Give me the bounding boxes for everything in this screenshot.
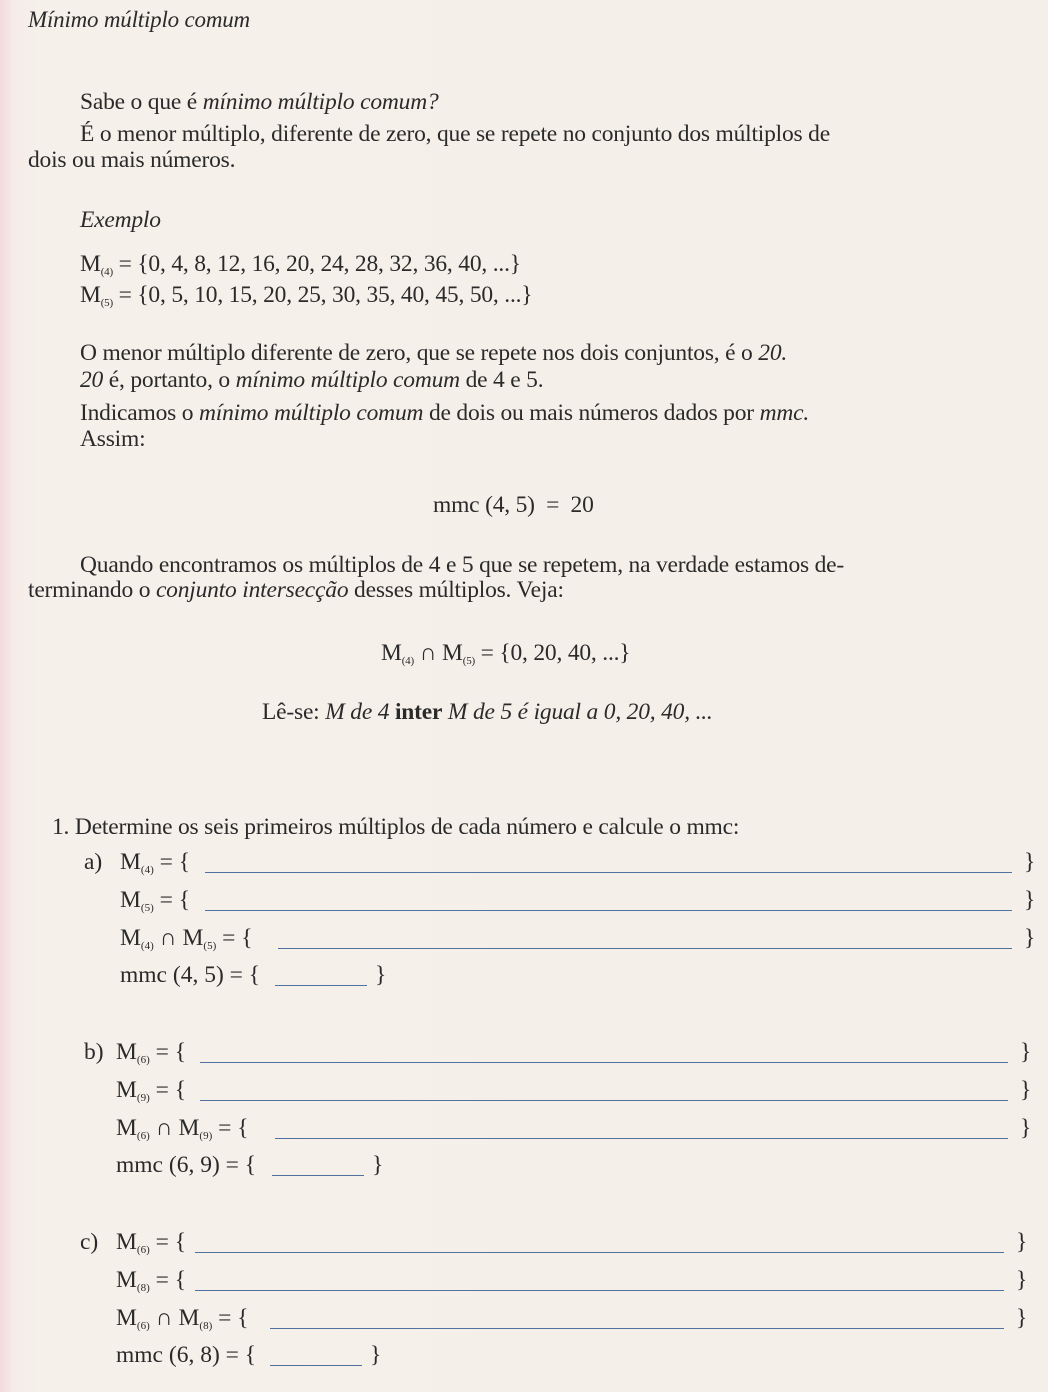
text: ∩ (149, 1115, 179, 1141)
answer-row-second-set (0, 1266, 1048, 1296)
mmc-label: mmc (6, 9) = { (116, 1152, 257, 1178)
text: conjunto intersecção (155, 577, 349, 603)
text: = { (153, 849, 191, 875)
text: mínimo múltiplo comum (235, 367, 460, 393)
mmc-label: mmc (6, 8) = { (116, 1342, 257, 1368)
exercise-prompt (52, 813, 739, 841)
text: = {0, 20, 40, ...} (475, 640, 631, 666)
read-as-line (262, 698, 713, 726)
example-set-m5 (80, 281, 532, 317)
answer-row-second-set (0, 1076, 1048, 1106)
text: M (325, 699, 345, 725)
explanation-line-2 (80, 366, 543, 394)
text: 8 (203, 1320, 209, 1332)
text: 6 (140, 1244, 147, 1256)
text: de dois ou mais números dados por (423, 400, 760, 426)
subscript: (5) (203, 940, 217, 952)
text: M (80, 251, 101, 277)
text: = { (149, 1077, 187, 1103)
intro-question (80, 88, 439, 116)
intersection-line-1: Quando encontramos os múltiplos de 4 e 5 que se repetem, na verdade estamos de- (80, 552, 845, 578)
text: = { (149, 1039, 187, 1065)
answer-blank[interactable] (195, 1252, 1004, 1253)
set-label: $M_{(5)}$ = { (120, 887, 191, 914)
text: M (442, 699, 468, 725)
text: 4 (144, 864, 151, 876)
text: Determine os seis primeiros múltiplos de cada número e calcule o mmc: (74, 814, 740, 840)
subscript: (5) (462, 655, 475, 667)
text: = { (212, 1305, 249, 1331)
subscript: (5) (100, 297, 113, 309)
closing-brace: } (1020, 1077, 1032, 1103)
answer-blank[interactable] (205, 872, 1012, 873)
text: 4 (144, 940, 151, 952)
subscript: (4) (140, 864, 154, 876)
closing-brace: } (1016, 1267, 1028, 1293)
set-label: $M_{(6)}$ = { (116, 1039, 187, 1066)
answer-blank[interactable] (278, 948, 1012, 949)
subscript: (6) (136, 1320, 150, 1332)
answer-row-mmc (0, 961, 1048, 991)
set-label: $M_{(4)}$ ∩ $M_{(5)}$ = { (120, 925, 253, 952)
text: de 5 é igual a 0, 20, 40, ... (467, 699, 713, 725)
answer-blank[interactable] (205, 910, 1012, 911)
text: Sabe o que é (80, 89, 203, 115)
text: mmc. (759, 400, 810, 426)
text: = { (149, 1229, 187, 1255)
set-label: $M_{(8)}$ = { (116, 1267, 187, 1294)
subscript: (4) (401, 655, 414, 667)
mmc-label: mmc (4, 5) = { (120, 962, 261, 988)
text: Lê-se: (262, 699, 326, 725)
text: de 4 e 5. (459, 367, 544, 393)
explanation-line-1 (80, 339, 787, 367)
text: ∩ (153, 925, 183, 951)
answer-blank[interactable] (200, 1062, 1008, 1063)
set-label: $M_{(9)}$ = { (116, 1077, 187, 1104)
definition-line-2: dois ou mais números. (28, 147, 236, 173)
text: 5 (207, 940, 213, 952)
answer-row-first-set (0, 848, 1048, 878)
answer-row-first-set (0, 1228, 1048, 1258)
text: 6 (140, 1130, 147, 1142)
set-label: $M_{(6)}$ ∩ $M_{(9)}$ = { (116, 1115, 249, 1142)
text: = {0, 5, 10, 15, 20, 25, 30, 35, 40, 45, 50, ...} (112, 282, 533, 308)
part-letter: c) (80, 1229, 99, 1255)
closing-brace: } (1016, 1305, 1028, 1331)
subscript: (5) (140, 902, 154, 914)
text: = { (212, 1115, 249, 1141)
closing-brace: } (372, 1152, 384, 1178)
definition-line-1: É o menor múltiplo, diferente de zero, que se repete no conjunto dos múltiplos de (80, 121, 830, 147)
set-label: $M_{(6)}$ ∩ $M_{(8)}$ = { (116, 1305, 249, 1332)
text: 9 (140, 1092, 147, 1104)
subscript: (4) (140, 940, 154, 952)
text: = { (216, 925, 253, 951)
intersection-line-2 (28, 576, 564, 604)
closing-brace: } (1024, 849, 1036, 875)
part-letter: a) (84, 849, 103, 875)
text: mínimo múltiplo comum? (202, 89, 439, 115)
set-label: $M_{(4)}$ = { (120, 849, 191, 876)
text: 5 (144, 902, 151, 914)
text: desses múltiplos. Veja: (348, 577, 564, 603)
text: Indicamos o (80, 400, 199, 426)
answer-row-first-set (0, 1038, 1048, 1068)
explanation-line-3 (80, 399, 809, 427)
answer-row-mmc (0, 1151, 1048, 1181)
closing-brace: } (375, 962, 387, 988)
answer-blank[interactable] (275, 1138, 1008, 1139)
answer-row-intersection (0, 1304, 1048, 1334)
explanation-line-4: Assim: (80, 426, 146, 452)
answer-blank[interactable] (200, 1100, 1008, 1101)
text: de 4 (344, 699, 395, 725)
text: terminando o (28, 577, 156, 603)
text: 8 (140, 1282, 147, 1294)
answer-blank[interactable] (275, 985, 367, 986)
answer-blank[interactable] (270, 1328, 1004, 1329)
answer-row-second-set (0, 886, 1048, 916)
text: M (381, 640, 402, 666)
text: 6 (140, 1054, 147, 1066)
text: mínimo múltiplo comum (199, 400, 424, 426)
text: é, portanto, o (103, 367, 236, 393)
intersection-formula (381, 639, 630, 675)
closing-brace: } (370, 1342, 382, 1368)
text: M (80, 282, 101, 308)
subscript: (6) (136, 1054, 150, 1066)
text: 6 (140, 1320, 147, 1332)
answer-blank[interactable] (272, 1175, 364, 1176)
answer-row-intersection (0, 1114, 1048, 1144)
example-heading: Exemplo (80, 207, 161, 233)
part-letter: b) (84, 1039, 104, 1065)
text: inter (394, 699, 443, 725)
subscript: (9) (136, 1092, 150, 1104)
subscript: (8) (136, 1282, 150, 1294)
text: = { (153, 887, 191, 913)
text: O menor múltiplo diferente de zero, que se repete nos dois conjuntos, é o (80, 340, 759, 366)
closing-brace: } (1020, 1039, 1032, 1065)
exercise-number: 1. (52, 814, 70, 840)
page-title: Mínimo múltiplo comum (28, 7, 250, 32)
set-label: $M_{(6)}$ = { (116, 1229, 187, 1256)
answer-blank[interactable] (270, 1365, 362, 1366)
text: = {0, 4, 8, 12, 16, 20, 24, 28, 32, 36, 40, ...} (112, 251, 521, 277)
subscript: (9) (199, 1130, 213, 1142)
closing-brace: } (1024, 887, 1036, 913)
text: ∩ (149, 1305, 179, 1331)
subscript: (4) (100, 266, 113, 278)
answer-row-mmc (0, 1341, 1048, 1371)
text: ∩ M (413, 640, 463, 666)
closing-brace: } (1016, 1229, 1028, 1255)
closing-brace: } (1020, 1115, 1032, 1141)
subscript: (6) (136, 1130, 150, 1142)
closing-brace: } (1024, 925, 1036, 951)
answer-blank[interactable] (195, 1290, 1004, 1291)
mmc-formula: mmc (4, 5) = 20 (433, 492, 594, 518)
text: 20 (80, 367, 104, 393)
answer-row-intersection (0, 924, 1048, 954)
text: 20. (758, 340, 788, 366)
text: = { (149, 1267, 187, 1293)
subscript: (8) (199, 1320, 213, 1332)
text: 9 (203, 1130, 209, 1142)
subscript: (6) (136, 1244, 150, 1256)
